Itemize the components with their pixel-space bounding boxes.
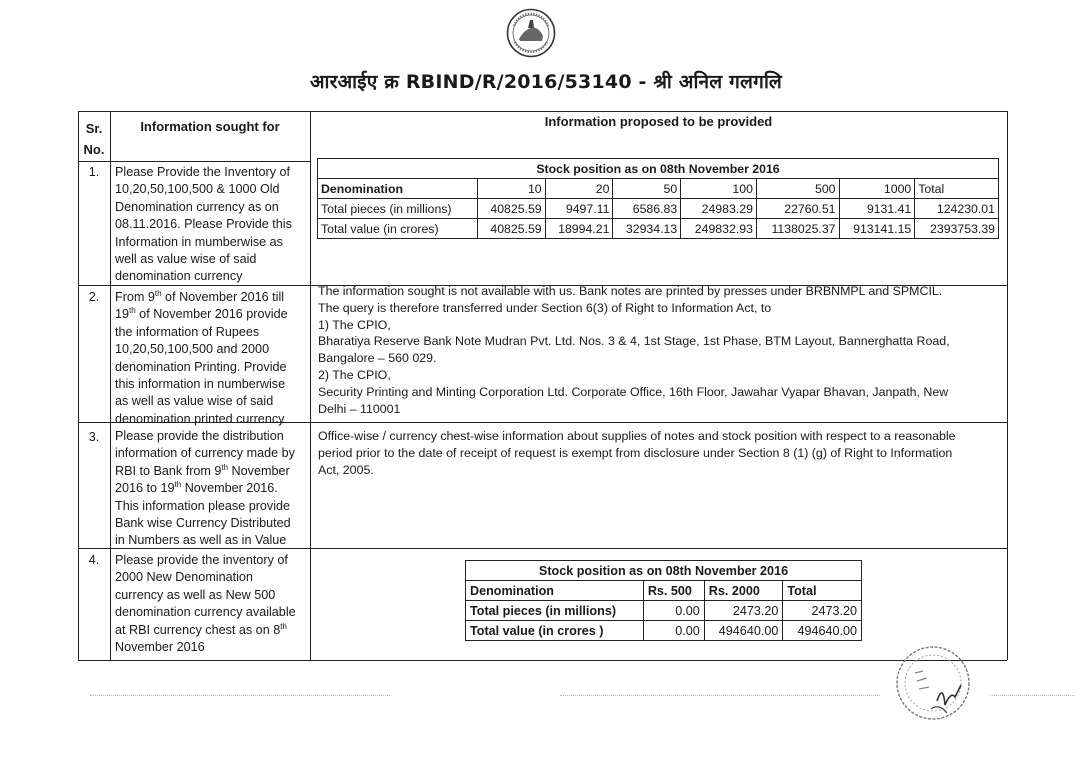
table-cell: 494640.00 (704, 621, 783, 641)
table-cell: 9497.11 (545, 199, 613, 219)
row-2-query: From 9th of November 2016 till 19th of November 2016 provide the information of Rupees 10,20,50,100,500 and 2000 denomination Printing. Provide this information in numberwise as well as value wise of said denomination printed currency (115, 288, 288, 426)
row-3-query: Please provide the distribution information of currency made by RBI to Bank from 9th November 2016 to 19th November 2016. This information please provide Bank wise Currency Distributed in Numbers as well as in Value (115, 429, 295, 548)
round-stamp-icon (893, 643, 973, 723)
sr-no-header: Sr. No. (83, 121, 105, 157)
table-header-cell: Denomination (466, 581, 644, 601)
table-cell: 9131.41 (839, 199, 915, 219)
table-cell: 124230.01 (915, 199, 999, 219)
row-2-sr: 2. (88, 290, 100, 304)
table-header-cell: 500 (756, 179, 839, 199)
table-header-cell: Denomination (318, 179, 478, 199)
table-cell: 40825.59 (477, 199, 545, 219)
information-provided-header: Information proposed to be provided (544, 114, 773, 129)
table-cell: Total pieces (in millions) (466, 601, 644, 621)
table-row (466, 601, 862, 621)
table-cell: 0.00 (643, 621, 704, 641)
row-3-sr: 3. (88, 430, 100, 444)
table-cell: 2393753.39 (915, 219, 999, 239)
table-cell: 6586.83 (613, 199, 681, 219)
row-4-sr: 4. (88, 553, 100, 567)
row-2-answer: The information sought is not available with us. Bank notes are printed by presses under BRBNMPL and SPMCIL. The query is therefore transferred under Section 6(3) of Right to Information Act, to 1) The CPIO, Bharatiya Reserve Bank Note Mudran Pvt. Ltd. Nos. 3 & 4, 1st Stage, 1st Phase, BTM Layout, Bannerghatta Road, Bangalore – 560 029. 2) The CPIO, Security Printing and Minting Corporation Ltd. Corporate Office, 16th Floor, Jawahar Vyapar Bhavan, Janpath, New Delhi – 110001 (318, 284, 950, 416)
table-header-cell: Rs. 500 (643, 581, 704, 601)
table-cell: 22760.51 (756, 199, 839, 219)
table-header-cell: 50 (613, 179, 681, 199)
table-header-cell: 20 (545, 179, 613, 199)
row-4-query: Please provide the inventory of 2000 New Denomination currency as well as New 500 denomination currency available at RBI currency chest as on 8th November 2016 (115, 553, 296, 655)
scan-artifact-line (90, 695, 390, 696)
scan-artifact-line (990, 695, 1075, 696)
table-cell: 2473.20 (783, 601, 862, 621)
table-cell: 32934.13 (613, 219, 681, 239)
table-cell: Total pieces (in millions) (318, 199, 478, 219)
table-header-cell: Rs. 2000 (704, 581, 783, 601)
table-header-cell: 100 (681, 179, 757, 199)
table-header-cell: Total (915, 179, 999, 199)
table-cell: 40825.59 (477, 219, 545, 239)
table-row (318, 199, 999, 219)
table-cell: 2473.20 (704, 601, 783, 621)
table-cell: 913141.15 (839, 219, 915, 239)
rbi-seal-icon (506, 8, 556, 58)
table-cell: 0.00 (643, 601, 704, 621)
table-cell: 494640.00 (783, 621, 862, 641)
table-cell: 24983.29 (681, 199, 757, 219)
table-caption: Stock position as on 08th November 2016 (318, 159, 999, 179)
table-header-cell: Total (783, 581, 862, 601)
row-1-query: Please Provide the Inventory of 10,20,50,100,500 & 1000 Old Denomination currency as on 08.11.2016. Please Provide this Information in mumberwise as well as value wise of said denomination currency (115, 165, 292, 284)
table-cell: Total value (in crores) (318, 219, 478, 239)
table-header-row (466, 581, 862, 601)
table-cell: 1138025.37 (756, 219, 839, 239)
table-header-row (318, 179, 999, 199)
table-cell: 249832.93 (681, 219, 757, 239)
table-row (466, 621, 862, 641)
table-row (318, 219, 999, 239)
information-sought-header: Information sought for (140, 119, 280, 134)
table-cell: Total value (in crores ) (466, 621, 644, 641)
row-1-sr: 1. (88, 165, 100, 179)
old-denomination-stock-table (317, 158, 999, 239)
scan-artifact-line (560, 695, 880, 696)
table-caption: Stock position as on 08th November 2016 (466, 561, 862, 581)
row-3-answer: Office-wise / currency chest-wise information about supplies of notes and stock position with respect to a reasonable period prior to the date of receipt of request is exempt from disclosure under Section 8 (1) (g) of Right to Information Act, 2005. (318, 429, 956, 477)
table-header-cell: 10 (477, 179, 545, 199)
new-denomination-stock-table (465, 560, 862, 641)
table-header-cell: 1000 (839, 179, 915, 199)
table-cell: 18994.21 (545, 219, 613, 239)
page-title: आरआईए क्र RBIND/R/2016/53140 - श्री अनिल गलगलि (309, 71, 782, 93)
